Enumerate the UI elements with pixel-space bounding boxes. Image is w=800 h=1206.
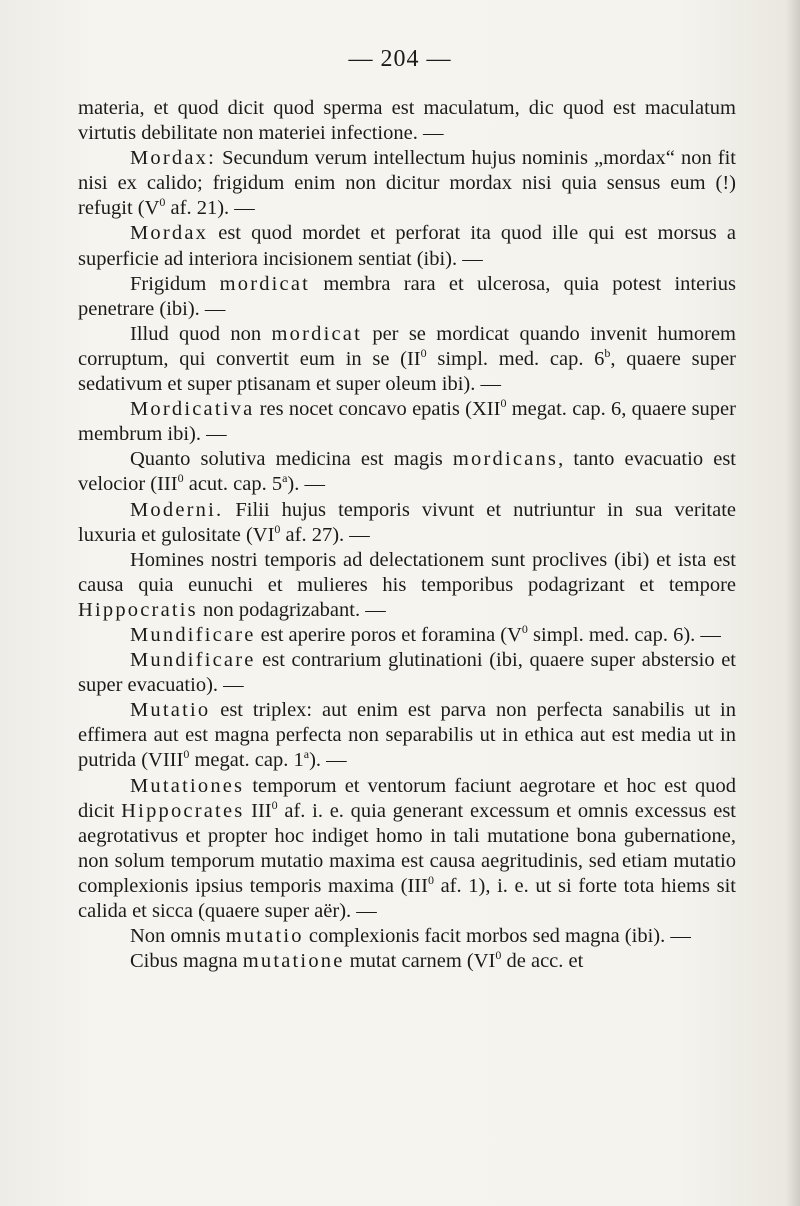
text-run: Homines nostri temporis ad delectationem sunt proclives (ibi) et ista est causa quia eunuchi et mulieres his temporibus podagrizant et tempore [78, 548, 736, 596]
superscript: 0 [271, 797, 278, 812]
superscript: 0 [427, 873, 434, 888]
text-run: af. 21). — [165, 197, 255, 220]
text-run: est triplex: aut enim est parva non perfecta sanabilis ut in effimera aut est magna perfecta non separabilis ut in ethica aut est media ut in putrida (VIII [78, 699, 736, 772]
spaced-term: Moderni. [130, 498, 224, 521]
text-run: simpl. med. cap. 6 [426, 347, 605, 370]
spaced-term: Mordax: [130, 147, 216, 170]
spaced-term: mordicat [219, 272, 311, 295]
page-edge-shadow [786, 0, 800, 1206]
text-run: III [244, 799, 272, 822]
paragraph [78, 548, 736, 623]
text-run: acut. cap. 5 [183, 473, 283, 496]
text-run: Illud quod non [130, 322, 272, 345]
spaced-term: mordicat [271, 322, 362, 345]
text-run: ). — [287, 473, 325, 496]
paragraph [78, 924, 736, 949]
spaced-term: Mutationes [130, 774, 245, 797]
paragraph [78, 949, 736, 974]
superscript: a [303, 747, 310, 762]
text-run: est aperire poros et foramina (V [255, 623, 522, 646]
text-run: complexionis facit morbos sed magna (ibi). — [303, 925, 691, 948]
text-run: ). — [309, 749, 347, 772]
paragraph [78, 96, 736, 146]
spaced-term: Hippocratis [78, 598, 198, 621]
text-run: Cibus magna [130, 950, 243, 973]
text-run: temporum et ventorum faciunt aegrotare et hoc est quod dicit [78, 774, 736, 822]
superscript: 0 [183, 747, 190, 762]
superscript: 0 [420, 346, 427, 361]
superscript: 0 [495, 948, 502, 963]
paragraph [78, 272, 736, 322]
spaced-term: Mordicativa [130, 398, 255, 421]
page-number: — 204 — [348, 46, 452, 72]
text-run: af. 1), i. e. ut si forte tota hiems sit calida et sicca (quaere super aër). — [78, 874, 736, 922]
superscript: a [282, 471, 288, 486]
text-run: af. i. e. quia generant excessum et omnis excessus est aegrotativus et propter hoc indiget homo in tali mutatione bona gubernatione, non solum temporum mutatio maxima est causa aegritudinis, sed etiam mutatio complexionis ipsius temporis maxima (III [78, 799, 737, 897]
paragraph [78, 322, 736, 397]
text-run: Quanto solutiva medicina est magis [130, 448, 453, 471]
text-run: simpl. med. cap. 6). — [527, 623, 721, 646]
text-run: Secundum verum intellectum hujus nominis „mordax“ non fit nisi ex calido; frigidum enim non dicitur mordax nisi quia sensus eum (!) refugit (V [78, 147, 736, 220]
text-run: est quod mordet et perforat ita quod ille qui est morsus a superficie ad interiora incisionem sentiat (ibi). — [78, 222, 736, 270]
spaced-term: mutatione [242, 950, 345, 973]
text-run: est contrarium glutinationi (ibi, quaere super abstersio et super evacuatio). — [78, 649, 736, 697]
paragraph [78, 648, 736, 698]
text-run: membra rara et ulcerosa, quia potest interius penetrare (ibi). — [78, 272, 736, 320]
text-run: , quaere super sedativum et super ptisanam et super oleum ibi). — [78, 347, 736, 396]
superscript: 0 [500, 396, 507, 411]
spaced-term: mutatio [225, 925, 304, 948]
text-run: non podagrizabant. — [197, 598, 386, 621]
superscript: 0 [274, 521, 281, 536]
text-run: materia, et quod dicit quod sperma est maculatum, dic quod est maculatum virtutis debilitate non materiei infectione. — [78, 97, 736, 145]
text-run: Filii hujus temporis vivunt et nutriuntur in sua veritate luxuria et gulositate (VI [78, 498, 736, 546]
spaced-term: Hippocrates [121, 799, 245, 822]
superscript: b [604, 346, 611, 361]
spaced-term: Mutatio [130, 699, 211, 722]
text-run: de acc. et [501, 950, 584, 973]
text-run: per se mordicat quando invenit humorem corruptum, qui convertit eum in se (II [78, 322, 736, 370]
text-run: megat. cap. 1 [189, 749, 304, 772]
paragraph [78, 146, 736, 221]
paragraph [78, 774, 736, 925]
superscript: 0 [159, 195, 166, 210]
paragraph [78, 623, 736, 648]
text-run: , tanto evacuatio est velocior (III [78, 448, 736, 496]
paragraph [78, 397, 736, 447]
superscript: 0 [177, 471, 184, 486]
spaced-term: Mundificare [130, 649, 256, 672]
paragraph [78, 221, 736, 271]
paragraph [78, 498, 736, 548]
text-run: Frigidum [130, 272, 220, 295]
text-run: mutat carnem (VI [344, 950, 496, 973]
body-text [78, 96, 736, 974]
text-run: Non omnis [130, 925, 226, 948]
paragraph [78, 698, 736, 773]
paragraph [78, 447, 736, 497]
spaced-term: Mundificare [130, 623, 256, 646]
spaced-term: mordicans [452, 448, 559, 471]
text-run: megat. cap. 6, quaere super membrum ibi). — [78, 398, 736, 446]
text-run: res nocet concavo epatis (XII [254, 398, 501, 421]
spaced-term: Mordax [130, 222, 209, 245]
superscript: 0 [521, 622, 528, 637]
text-run: af. 27). — [280, 523, 370, 546]
